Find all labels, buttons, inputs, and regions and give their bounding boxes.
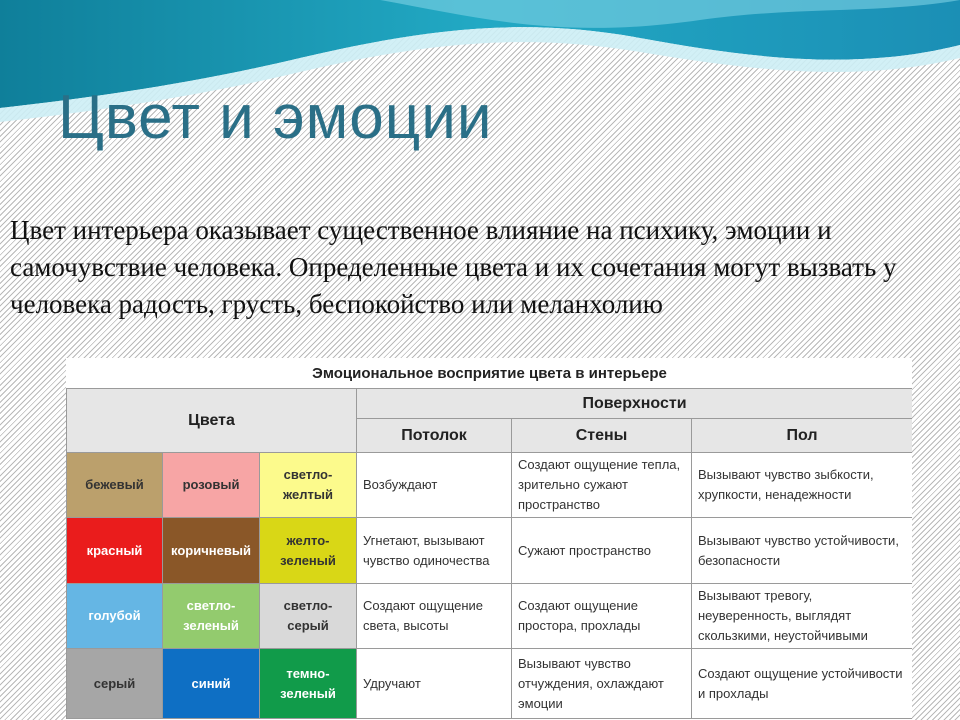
- intro-text: Цвет интерьера оказывает существенное влияние на психику, эмоции и самочувствие человека. Определенные цвета и их сочетания могут вызвать у человека радость, грусть, беспокойство или меланхолию: [10, 215, 897, 319]
- walls-cell: Создают ощущение простора, прохлады: [512, 584, 692, 649]
- floor-cell: Вызывают тревогу, неуверенность, выглядят скользкими, неустойчивыми: [692, 584, 913, 649]
- floor-cell: Создают ощущение устойчивости и прохлады: [692, 649, 913, 719]
- color-cell: темно- зеленый: [260, 649, 357, 719]
- table-caption: Эмоциональное восприятие цвета в интерьере: [67, 358, 913, 389]
- ceiling-cell: Возбуждают: [357, 453, 512, 518]
- page-title: Цвет и эмоции: [58, 83, 493, 152]
- color-cell: голубой: [67, 584, 163, 649]
- color-cell: серый: [67, 649, 163, 719]
- column-header-ceiling: Потолок: [357, 419, 512, 453]
- floor-cell: Вызывают чувство устойчивости, безопасности: [692, 518, 913, 584]
- color-cell: светло- серый: [260, 584, 357, 649]
- column-header-walls: Стены: [512, 419, 692, 453]
- column-header-floor: Пол: [692, 419, 913, 453]
- floor-cell: Вызывают чувство зыбкости, хрупкости, ненадежности: [692, 453, 913, 518]
- ceiling-cell: Создают ощущение света, высоты: [357, 584, 512, 649]
- color-cell: бежевый: [67, 453, 163, 518]
- color-cell: розовый: [163, 453, 260, 518]
- color-cell: красный: [67, 518, 163, 584]
- ceiling-cell: Угнетают, вызывают чувство одиночества: [357, 518, 512, 584]
- walls-cell: Сужают пространство: [512, 518, 692, 584]
- colors-header: Цвета: [67, 389, 357, 453]
- emotion-table: [66, 358, 912, 720]
- table-row: [67, 584, 913, 649]
- table-row: [67, 649, 913, 719]
- table-row: [67, 518, 913, 584]
- walls-cell: Вызывают чувство отчуждения, охлаждают эмоции: [512, 649, 692, 719]
- ceiling-cell: Удручают: [357, 649, 512, 719]
- surfaces-header: Поверхности: [357, 389, 913, 419]
- table-row: [67, 453, 913, 518]
- color-cell: светло- желтый: [260, 453, 357, 518]
- walls-cell: Создают ощущение тепла, зрительно сужают пространство: [512, 453, 692, 518]
- color-cell: светло- зеленый: [163, 584, 260, 649]
- color-cell: желто- зеленый: [260, 518, 357, 584]
- color-cell: коричневый: [163, 518, 260, 584]
- color-cell: синий: [163, 649, 260, 719]
